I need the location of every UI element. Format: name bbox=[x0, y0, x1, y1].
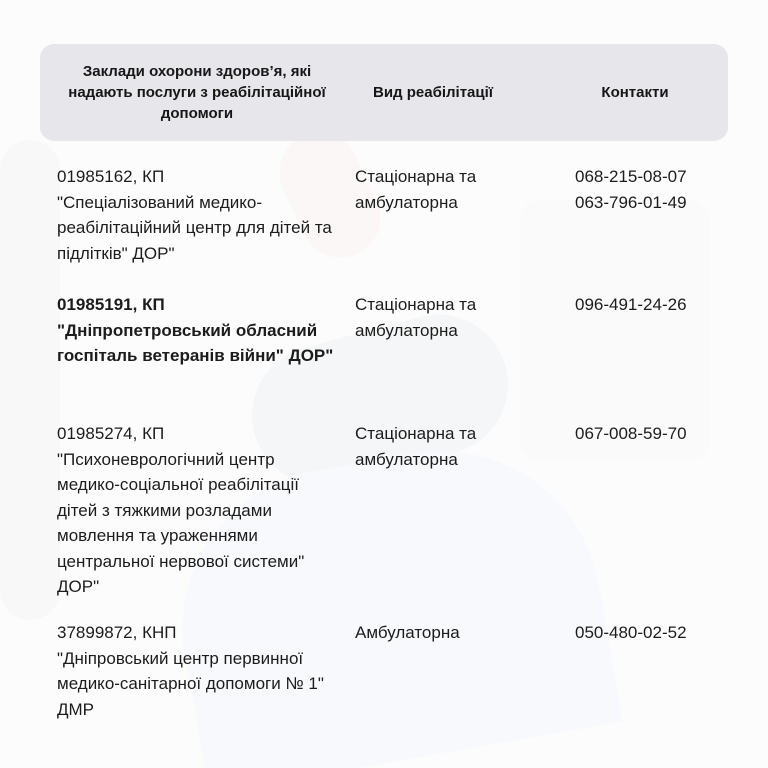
rehab-type-cell: Стаціонарна та амбулаторна bbox=[355, 424, 477, 469]
institution-cell bbox=[57, 421, 337, 600]
rehab-type-cell: Стаціонарна та амбулаторна bbox=[355, 295, 477, 340]
phone-number: 063-796-01-49 bbox=[575, 192, 687, 212]
contacts-cell bbox=[575, 292, 745, 318]
header-contacts: Контакти bbox=[601, 84, 669, 101]
institution-cell bbox=[57, 620, 337, 722]
table-header bbox=[40, 44, 728, 141]
institution-code: 01985274, КП bbox=[57, 424, 165, 443]
institution-name: "Дніпропетровський обласний госпіталь ветеранів війни" ДОР" bbox=[57, 320, 334, 365]
institution-name: "Психоневрологічний центр медико-соціальної реабілітації дітей з тяжкими розладами мовлення та ураженнями центральної нервової системи" ДОР" bbox=[57, 449, 305, 596]
institution-name: "Дніпровський центр первинної медико-санітарної допомоги № 1" ДМР bbox=[57, 648, 324, 719]
contacts-cell bbox=[575, 421, 745, 447]
phone-number: 050-480-02-52 bbox=[575, 623, 687, 642]
institution-code: 37899872, КНП bbox=[57, 623, 177, 642]
institution-cell bbox=[57, 164, 337, 266]
contacts-cell bbox=[575, 164, 745, 215]
phone-number: 068-215-08-07 bbox=[575, 167, 687, 186]
phone-number: 096-491-24-26 bbox=[575, 295, 687, 314]
institution-name: "Спеціалізований медико-реабілітаційний центр для дітей та підлітків" ДОР" bbox=[57, 192, 332, 263]
header-rehab-type: Вид реабілітації bbox=[372, 84, 493, 101]
header-institutions: Заклади охорони здоров’я, які надають послуги з реабілітаційної допомоги bbox=[68, 63, 326, 122]
phone-number: 067-008-59-70 bbox=[575, 424, 687, 443]
contacts-cell bbox=[575, 620, 745, 646]
institution-code: 01985162, КП bbox=[57, 167, 165, 186]
rehab-type-cell: Стаціонарна та амбулаторна bbox=[355, 167, 477, 212]
institution-code: 01985191, КП bbox=[57, 295, 165, 314]
rehab-type-cell: Амбулаторна bbox=[355, 623, 460, 642]
institution-cell bbox=[57, 292, 337, 369]
